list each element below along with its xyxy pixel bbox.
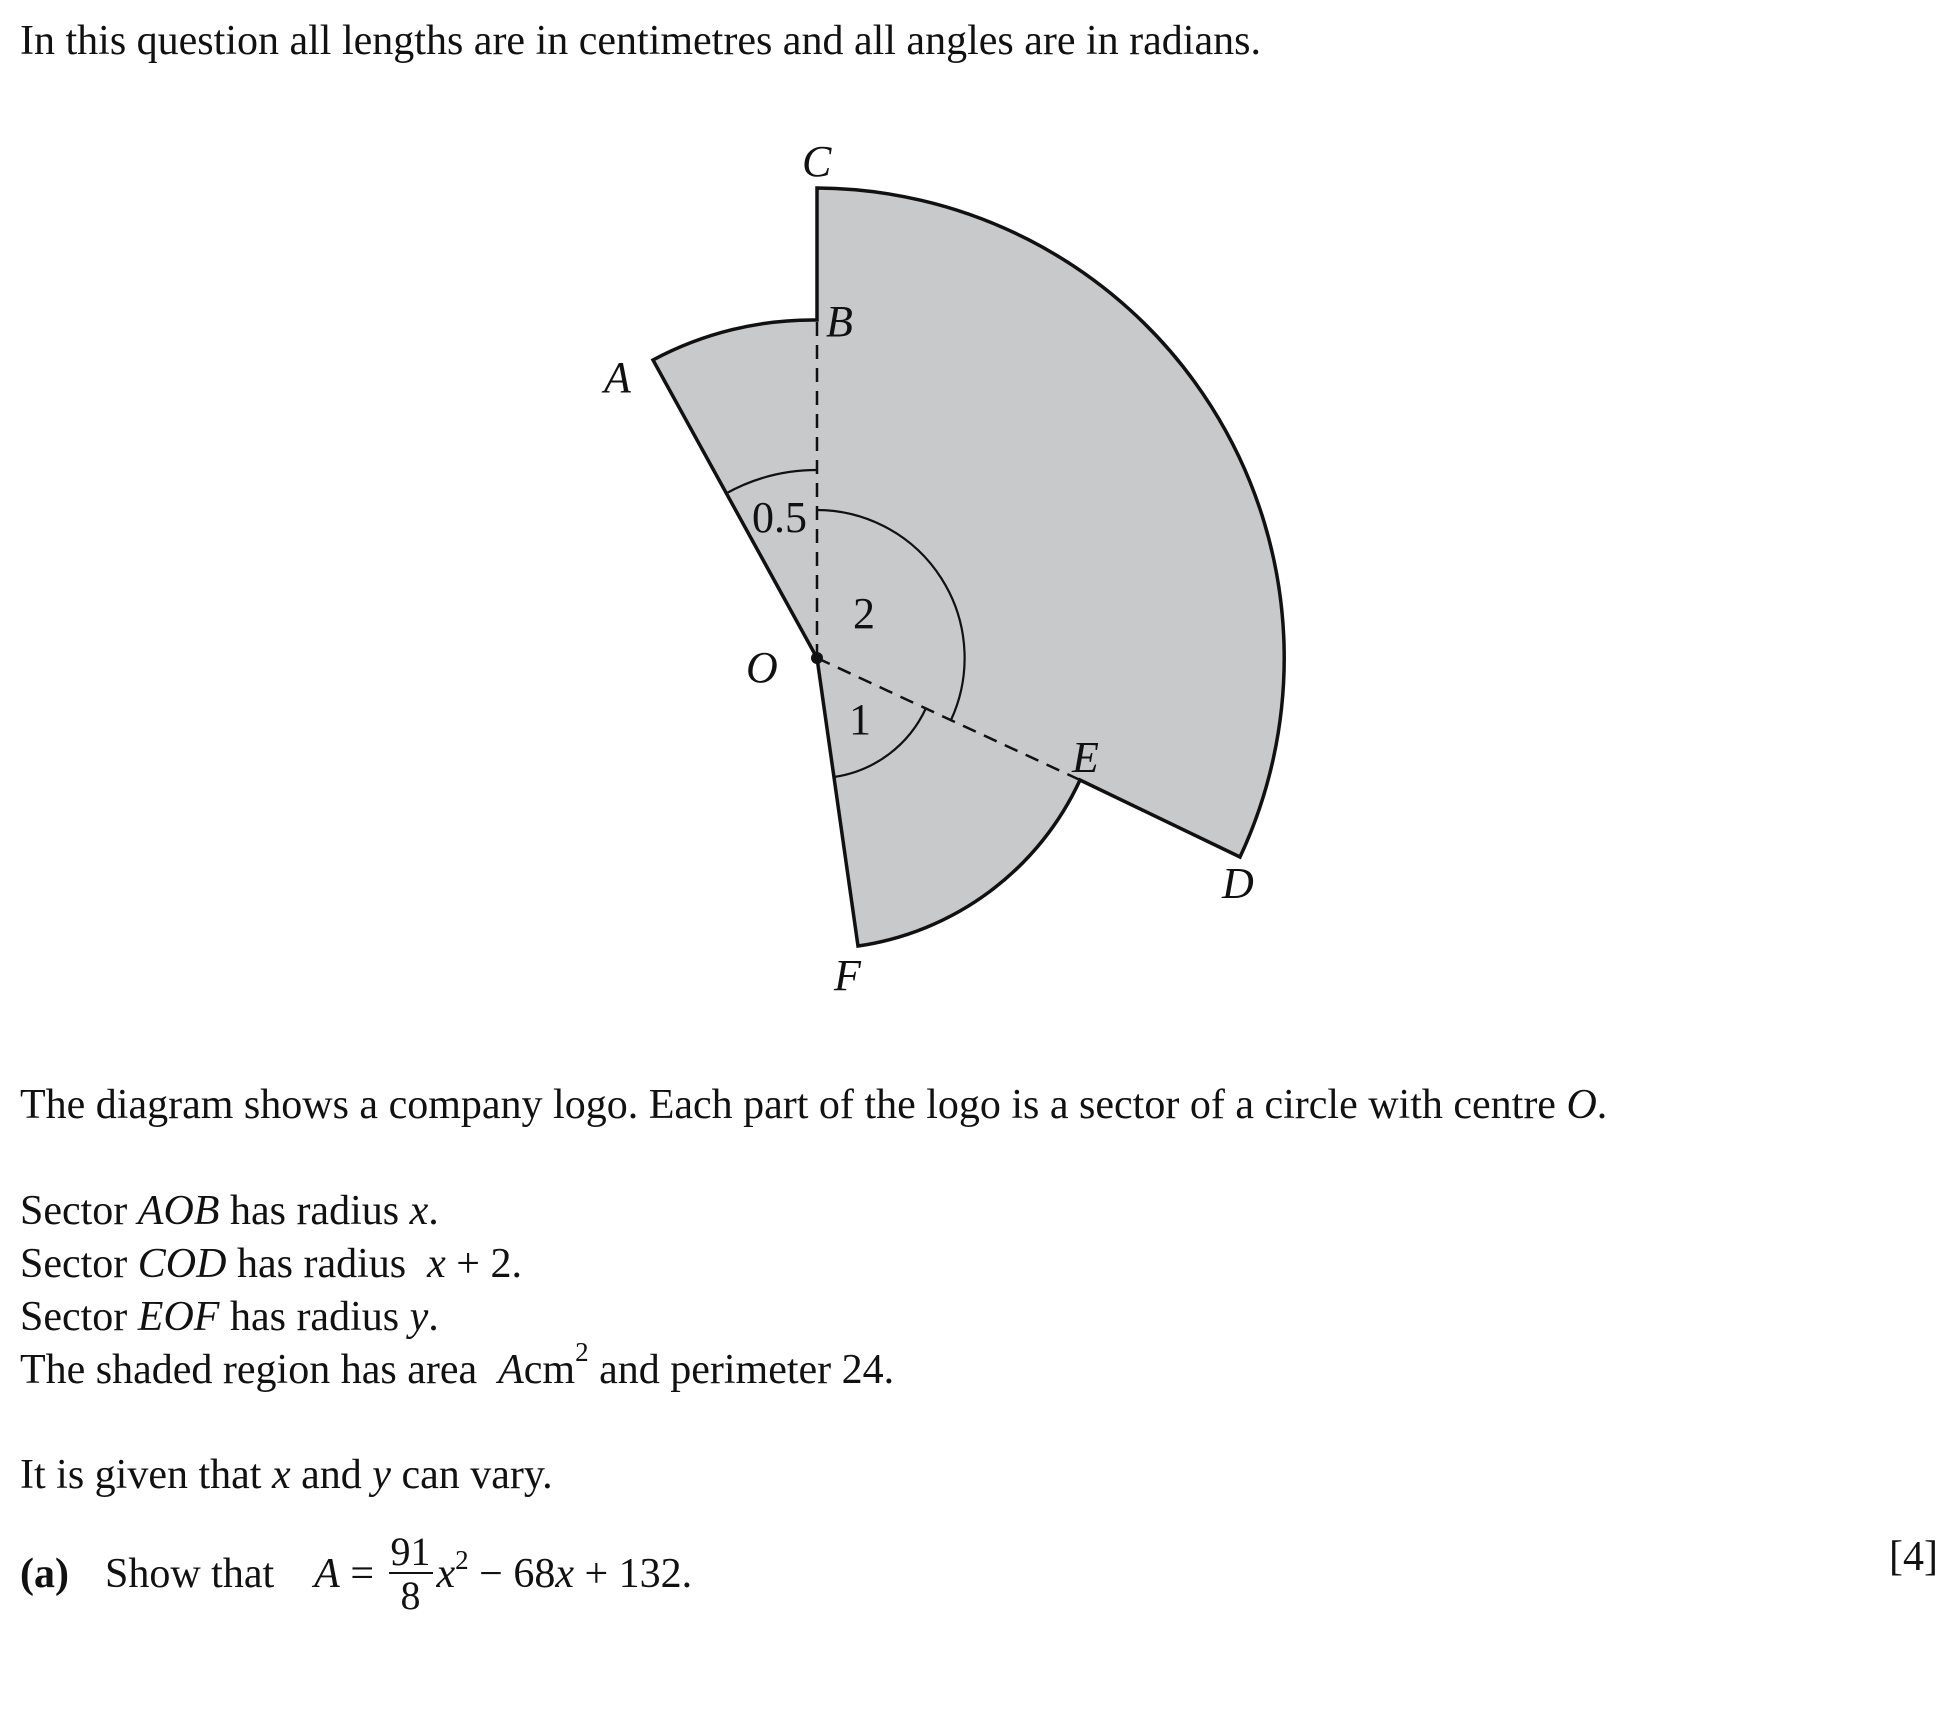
label-b: B: [826, 297, 853, 346]
sector-aob-line: Sector AOB has radius x.: [20, 1188, 439, 1234]
part-a-question: (a) Show that A = $\frac{91}{8}$ x $^2$ − 68 x + 132.: [20, 1529, 693, 1618]
label-c: C: [802, 137, 832, 186]
marks-indicator: [4]: [1889, 1534, 1938, 1580]
fraction-91-8: $\frac{91}{8}$: [390, 1529, 431, 1618]
vary-text: It is given that x and y can vary.: [20, 1452, 553, 1498]
label-f: F: [834, 951, 861, 1000]
label-o: O: [746, 643, 778, 692]
part-a-prompt: Show that: [104, 1551, 275, 1597]
angle-label-aob: 0.5: [752, 493, 807, 542]
label-a: A: [604, 353, 631, 402]
sector-eof-line: Sector EOF has radius y.: [20, 1294, 439, 1340]
label-d: D: [1222, 859, 1254, 908]
formula-lhs: A: [314, 1551, 340, 1597]
intro-text: In this question all lengths are in centimetres and all angles are in radians.: [20, 18, 1261, 64]
angle-label-boe: 2: [853, 589, 875, 638]
shaded-region-line: The shaded region has area Acm$^2$ and perimeter 24.: [20, 1337, 895, 1393]
label-e: E: [1072, 733, 1099, 782]
sector-cod-line: Sector COD has radius x + 2.: [20, 1241, 522, 1287]
centre-point-o: [811, 652, 823, 664]
description-text: The diagram shows a company logo. Each part of the logo is a sector of a circle with centre O.: [20, 1082, 1608, 1128]
part-a-label: (a): [20, 1551, 69, 1597]
angle-label-eof: 1: [849, 695, 871, 744]
